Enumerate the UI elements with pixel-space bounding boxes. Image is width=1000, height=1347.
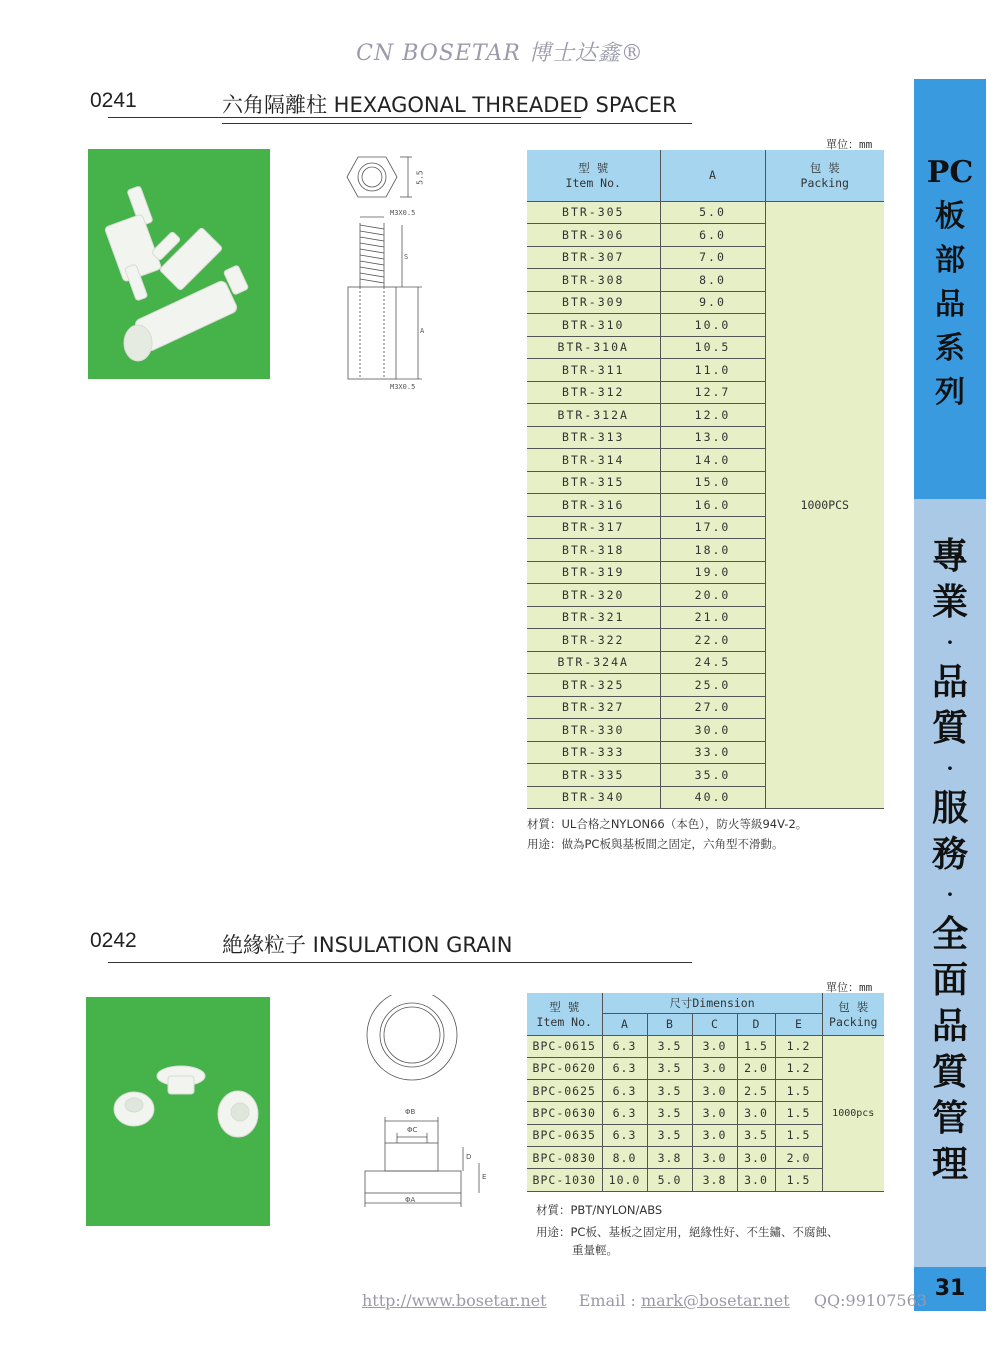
dimension-a-cell: 40.0 bbox=[660, 786, 765, 809]
sidebar-slogan-char: 理 bbox=[931, 1143, 968, 1185]
dimension-cell: 1.5 bbox=[775, 1124, 822, 1146]
drawing-dim-top: 5.5 bbox=[415, 170, 425, 185]
sidebar-slogan-char: 質 bbox=[931, 707, 968, 749]
spacer-technical-drawing bbox=[330, 145, 440, 395]
dimension-cell: 3.0 bbox=[692, 1146, 737, 1168]
dimension-cell: 3.5 bbox=[647, 1035, 692, 1057]
grain-header-col: A bbox=[602, 1013, 647, 1035]
spacer-product-photo bbox=[88, 149, 270, 379]
spacer-usage-note: 用途：做為PC板與基板間之固定，六角型不滑動。 bbox=[527, 837, 784, 851]
dimension-cell: 1.2 bbox=[775, 1035, 822, 1057]
dimension-a-cell: 7.0 bbox=[660, 246, 765, 269]
drawing-dim-a2: ΦA bbox=[405, 1196, 416, 1204]
drawing-dim-e: E bbox=[482, 1173, 487, 1181]
item-number-cell: BPC-0830 bbox=[527, 1146, 602, 1168]
dimension-cell: 6.3 bbox=[602, 1057, 647, 1079]
item-number-cell: BTR-317 bbox=[527, 516, 660, 539]
dimension-a-cell: 35.0 bbox=[660, 764, 765, 787]
dimension-cell: 2.0 bbox=[737, 1057, 775, 1079]
sidebar-category-char: PC bbox=[926, 155, 974, 190]
dimension-a-cell: 15.0 bbox=[660, 471, 765, 494]
dimension-cell: 10.0 bbox=[602, 1169, 647, 1191]
dimension-a-cell: 19.0 bbox=[660, 561, 765, 584]
dimension-cell: 6.3 bbox=[602, 1035, 647, 1057]
dimension-cell: 3.5 bbox=[647, 1124, 692, 1146]
packing-cell: 1000pcs bbox=[822, 1035, 884, 1191]
grain-spec-table bbox=[527, 993, 884, 1192]
sidebar-category-char: 部 bbox=[935, 243, 965, 278]
dimension-a-cell: 20.0 bbox=[660, 584, 765, 607]
item-number-cell: BTR-321 bbox=[527, 606, 660, 629]
sidebar-category-char: 板 bbox=[935, 199, 965, 234]
dimension-a-cell: 33.0 bbox=[660, 741, 765, 764]
item-number-cell: BTR-315 bbox=[527, 471, 660, 494]
sidebar-slogan-char: · bbox=[946, 630, 954, 654]
dimension-a-cell: 11.0 bbox=[660, 359, 765, 382]
packing-cell: 1000PCS bbox=[765, 201, 884, 809]
footer-email-link[interactable]: mark@bosetar.net bbox=[640, 1291, 790, 1310]
section1-title: 六角隔離柱 HEXAGONAL THREADED SPACER bbox=[222, 93, 677, 117]
dimension-a-cell: 12.7 bbox=[660, 381, 765, 404]
item-number-cell: BTR-310A bbox=[527, 336, 660, 359]
item-number-cell: BPC-0635 bbox=[527, 1124, 602, 1146]
item-number-cell: BTR-322 bbox=[527, 629, 660, 652]
drawing-thread-bottom: M3X0.5 bbox=[390, 383, 416, 391]
grain-header-col: D bbox=[737, 1013, 775, 1035]
item-number-cell: BTR-327 bbox=[527, 696, 660, 719]
dimension-cell: 3.0 bbox=[692, 1057, 737, 1079]
section1-title-underline bbox=[222, 123, 692, 124]
sidebar-slogan-char: 業 bbox=[931, 581, 968, 623]
dimension-cell: 3.0 bbox=[692, 1102, 737, 1124]
sidebar-slogan-char: 務 bbox=[931, 833, 968, 875]
item-number-cell: BTR-333 bbox=[527, 741, 660, 764]
spacer-table-header bbox=[527, 150, 884, 201]
sidebar-category-char: 系 bbox=[935, 331, 965, 366]
table-row bbox=[527, 1035, 884, 1057]
item-number-cell: BTR-310 bbox=[527, 314, 660, 337]
section1-unit: 單位：mm bbox=[826, 138, 873, 151]
dimension-cell: 3.0 bbox=[692, 1035, 737, 1057]
dimension-cell: 3.0 bbox=[692, 1124, 737, 1146]
drawing-dim-d: D bbox=[466, 1153, 472, 1161]
dimension-a-cell: 9.0 bbox=[660, 291, 765, 314]
dimension-cell: 2.0 bbox=[775, 1146, 822, 1168]
dimension-a-cell: 27.0 bbox=[660, 696, 765, 719]
table-row bbox=[527, 201, 884, 224]
dimension-cell: 1.5 bbox=[775, 1102, 822, 1124]
page-number: 31 bbox=[934, 1276, 966, 1301]
dimension-cell: 1.5 bbox=[775, 1080, 822, 1102]
dimension-cell: 2.5 bbox=[737, 1080, 775, 1102]
header-packing-zh: 包 裝 bbox=[809, 161, 840, 176]
dimension-a-cell: 30.0 bbox=[660, 719, 765, 742]
item-number-cell: BTR-330 bbox=[527, 719, 660, 742]
grain-header-col: C bbox=[692, 1013, 737, 1035]
grain-material-note: 材質：PBT/NYLON/ABS bbox=[536, 1203, 663, 1217]
dimension-cell: 3.0 bbox=[737, 1146, 775, 1168]
dimension-a-cell: 18.0 bbox=[660, 539, 765, 562]
sidebar-category-band bbox=[914, 79, 986, 499]
dimension-a-cell: 24.5 bbox=[660, 651, 765, 674]
section2-code: 0242 bbox=[90, 929, 137, 952]
grain-header-col: B bbox=[647, 1013, 692, 1035]
dimension-cell: 6.3 bbox=[602, 1102, 647, 1124]
item-number-cell: BTR-325 bbox=[527, 674, 660, 697]
item-number-cell: BTR-308 bbox=[527, 269, 660, 292]
grain-header-item-zh: 型 號 bbox=[549, 999, 580, 1014]
sidebar-slogan-char: 質 bbox=[931, 1051, 968, 1093]
item-number-cell: BTR-314 bbox=[527, 449, 660, 472]
grain-usage-note: 用途：PC板、基板之固定用，絕緣性好、不生鏽、不腐蝕、 bbox=[536, 1225, 839, 1239]
item-number-cell: BTR-324A bbox=[527, 651, 660, 674]
item-number-cell: BTR-306 bbox=[527, 224, 660, 247]
item-number-cell: BTR-305 bbox=[527, 201, 660, 224]
dimension-cell: 3.8 bbox=[647, 1146, 692, 1168]
dimension-cell: 6.3 bbox=[602, 1080, 647, 1102]
item-number-cell: BPC-0615 bbox=[527, 1035, 602, 1057]
item-number-cell: BTR-313 bbox=[527, 426, 660, 449]
dimension-cell: 3.5 bbox=[647, 1102, 692, 1124]
item-number-cell: BTR-318 bbox=[527, 539, 660, 562]
dimension-cell: 3.5 bbox=[647, 1080, 692, 1102]
dimension-a-cell: 12.0 bbox=[660, 404, 765, 427]
drawing-dim-b: ΦB bbox=[405, 1108, 416, 1116]
section2-underline bbox=[108, 962, 692, 963]
item-number-cell: BTR-320 bbox=[527, 584, 660, 607]
dimension-a-cell: 6.0 bbox=[660, 224, 765, 247]
header-col-a: A bbox=[660, 150, 765, 201]
sidebar-slogan-char: 管 bbox=[931, 1097, 968, 1139]
header-item-zh: 型 號 bbox=[578, 161, 609, 176]
footer bbox=[362, 1291, 927, 1310]
item-number-cell: BTR-316 bbox=[527, 494, 660, 517]
dimension-cell: 1.5 bbox=[737, 1035, 775, 1057]
spacer-material-note: 材質：UL合格之NYLON66（本色），防火等級94V-2。 bbox=[527, 817, 808, 831]
item-number-cell: BPC-0625 bbox=[527, 1080, 602, 1102]
dimension-cell: 3.5 bbox=[737, 1124, 775, 1146]
sidebar-slogan-char: · bbox=[946, 882, 954, 906]
dimension-a-cell: 8.0 bbox=[660, 269, 765, 292]
dimension-a-cell: 10.0 bbox=[660, 314, 765, 337]
sidebar-slogan-char: 品 bbox=[931, 1005, 968, 1047]
dimension-cell: 3.8 bbox=[692, 1169, 737, 1191]
item-number-cell: BTR-309 bbox=[527, 291, 660, 314]
header-packing-en: Packing bbox=[800, 176, 849, 191]
drawing-dim-a: A bbox=[420, 327, 425, 335]
dimension-a-cell: 21.0 bbox=[660, 606, 765, 629]
dimension-a-cell: 5.0 bbox=[660, 201, 765, 224]
drawing-thread-top: M3X0.5 bbox=[390, 209, 416, 217]
item-number-cell: BTR-340 bbox=[527, 786, 660, 809]
drawing-dim-c: ΦC bbox=[407, 1126, 418, 1134]
item-number-cell: BTR-311 bbox=[527, 359, 660, 382]
item-number-cell: BTR-335 bbox=[527, 764, 660, 787]
section2-title: 絶緣粒子 INSULATION GRAIN bbox=[222, 933, 513, 957]
item-number-cell: BTR-312 bbox=[527, 381, 660, 404]
sidebar-category-char: 列 bbox=[935, 375, 965, 410]
item-number-cell: BPC-0630 bbox=[527, 1102, 602, 1124]
dimension-cell: 1.2 bbox=[775, 1057, 822, 1079]
dimension-a-cell: 10.5 bbox=[660, 336, 765, 359]
dimension-a-cell: 16.0 bbox=[660, 494, 765, 517]
grain-header-col: E bbox=[775, 1013, 822, 1035]
dimension-a-cell: 22.0 bbox=[660, 629, 765, 652]
sidebar-slogan-char: 品 bbox=[931, 661, 968, 703]
sidebar-slogan-char: · bbox=[946, 756, 954, 780]
dimension-cell: 6.3 bbox=[602, 1124, 647, 1146]
grain-header-dimension: 尺寸Dimension bbox=[602, 993, 822, 1013]
grain-usage-note-cont: 重量輕。 bbox=[572, 1243, 618, 1257]
grain-technical-drawing bbox=[355, 995, 490, 1215]
section1-code: 0241 bbox=[90, 89, 137, 112]
item-number-cell: BTR-312A bbox=[527, 404, 660, 427]
sidebar-slogan-char: 服 bbox=[931, 787, 968, 829]
header-item-en: Item No. bbox=[565, 176, 621, 191]
dimension-cell: 3.0 bbox=[737, 1169, 775, 1191]
dimension-cell: 1.5 bbox=[775, 1169, 822, 1191]
dimension-a-cell: 14.0 bbox=[660, 449, 765, 472]
spacer-spec-table bbox=[527, 150, 884, 809]
dimension-cell: 3.0 bbox=[737, 1102, 775, 1124]
dimension-a-cell: 13.0 bbox=[660, 426, 765, 449]
grain-header-packing-zh: 包 裝 bbox=[838, 999, 869, 1014]
drawing-dim-s: S bbox=[404, 253, 409, 261]
dimension-a-cell: 25.0 bbox=[660, 674, 765, 697]
dimension-a-cell: 17.0 bbox=[660, 516, 765, 539]
dimension-cell: 3.0 bbox=[692, 1080, 737, 1102]
footer-email-label: Email : bbox=[578, 1291, 641, 1310]
section2-unit: 單位：mm bbox=[826, 981, 873, 994]
footer-website-link[interactable]: http://www.bosetar.net bbox=[362, 1291, 547, 1310]
item-number-cell: BTR-319 bbox=[527, 561, 660, 584]
footer-qq: QQ:99107563 bbox=[813, 1291, 927, 1310]
sidebar-slogan-char: 全 bbox=[931, 913, 968, 955]
dimension-cell: 3.5 bbox=[647, 1057, 692, 1079]
sidebar-slogan-char: 專 bbox=[931, 535, 968, 577]
sidebar-category-char: 品 bbox=[935, 287, 965, 322]
grain-product-photo bbox=[86, 997, 270, 1226]
sidebar-slogan-band bbox=[914, 499, 986, 1267]
dimension-cell: 5.0 bbox=[647, 1169, 692, 1191]
sidebar-slogan-char: 面 bbox=[931, 959, 968, 1001]
item-number-cell: BTR-307 bbox=[527, 246, 660, 269]
grain-header-item-en: Item No. bbox=[536, 1014, 592, 1029]
grain-header-packing-en: Packing bbox=[829, 1014, 878, 1029]
brand-header: CN BOSETAR 博士达鑫® bbox=[356, 41, 644, 66]
dimension-cell: 8.0 bbox=[602, 1146, 647, 1168]
item-number-cell: BPC-1030 bbox=[527, 1169, 602, 1191]
item-number-cell: BPC-0620 bbox=[527, 1057, 602, 1079]
